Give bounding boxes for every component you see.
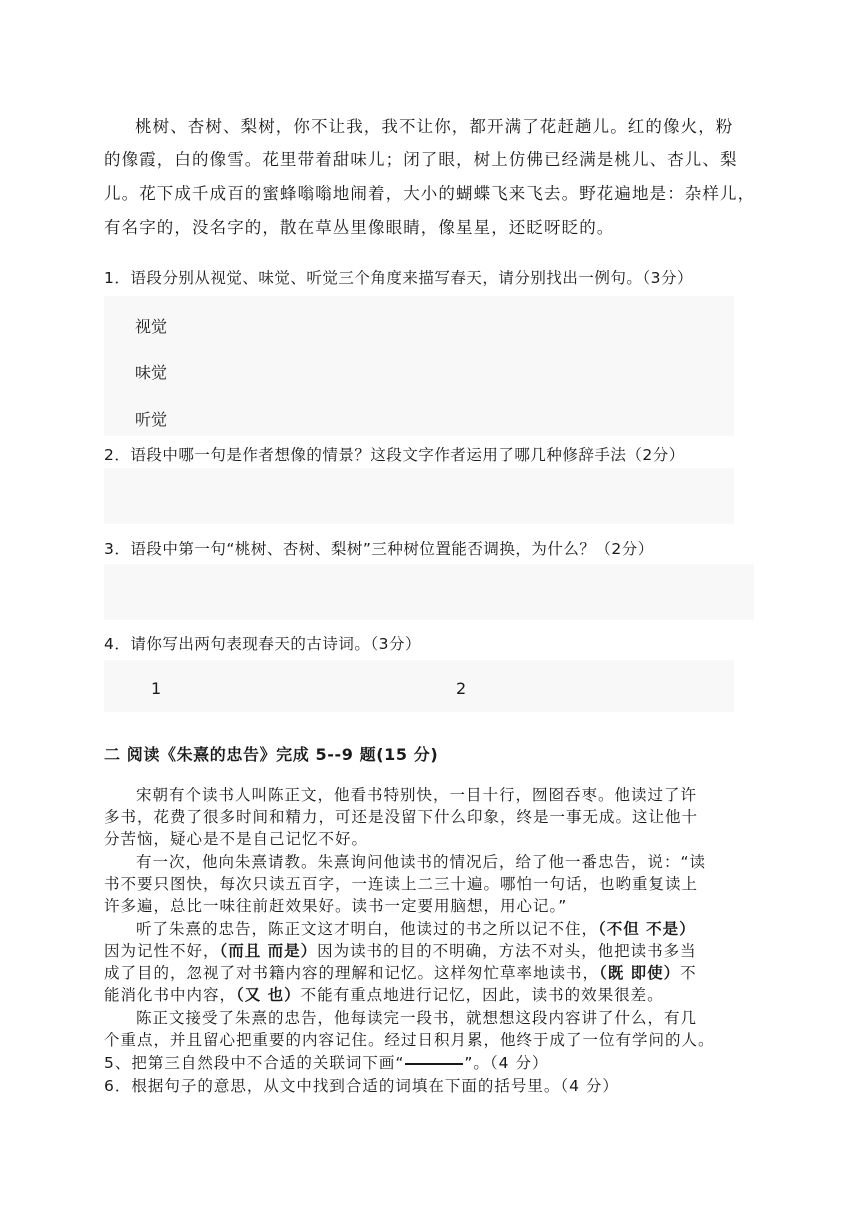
para3-line-2	[104, 940, 697, 962]
para2-line-3: 许多遍，总比一味往前赶效果好。读书一定要用脑想，用心记。”	[104, 897, 568, 915]
conjunction-choice-3: （既 即使）	[599, 964, 681, 982]
para1-line-3: 分苦恼，疑心是不是自己记忆不好。	[104, 830, 369, 848]
q4-number-2: 2	[456, 679, 467, 698]
section-2-title: 二 阅读《朱熹的忠告》完成 5--9 题(15 分)	[104, 745, 439, 764]
para3-line-1	[136, 918, 696, 940]
para3-text: 不能有重点地进行记忆，因此，读书的效果很差。	[300, 986, 664, 1004]
para1-line-2: 多书，花费了很多时间和精力，可还是没留下什么印象，终是一事无成。这让他十	[104, 808, 699, 826]
answer-area-4	[104, 660, 734, 712]
q5-text: 5、把第三自然段中不合适的关联词下画“	[104, 1054, 405, 1072]
para2-line-2: 书不要只图快，每次只读五百字，一连读上二三十遍。哪怕一句话，也哟重复读上	[104, 875, 699, 893]
conjunction-choice-4: （又 也）	[236, 986, 301, 1004]
question-5	[104, 1052, 548, 1074]
q1-taste-label: 味觉	[135, 363, 168, 382]
q4-number-1: 1	[151, 679, 162, 698]
answer-area-3	[104, 564, 754, 620]
question-2: 2．语段中哪一句是作者想像的情景？这段文字作者运用了哪几种修辞手法（2分）	[104, 446, 685, 464]
question-1: 1．语段分别从视觉、味觉、听觉三个角度来描写春天，请分别找出一例句。（3分）	[104, 269, 693, 287]
para3-text: 因为记性不好，	[104, 942, 220, 960]
para3-text: 不	[680, 964, 697, 982]
question-6: 6．根据句子的意思，从文中找到合适的词填在下面的括号里。（4 分）	[104, 1077, 619, 1095]
q1-hearing-label: 听觉	[135, 410, 168, 429]
passage1-line-2: 的像霞，白的像雪。花里带着甜味儿；闭了眼，树上仿佛已经满是桃儿、杏儿、梨	[104, 150, 738, 169]
question-4: 4．请你写出两句表现春天的古诗词。（3分）	[104, 635, 421, 653]
para3-text: 因为读书的目的不明确，方法不对头，他把读书多当	[317, 942, 697, 960]
para3-text: 成了目的，忽视了对书籍内容的理解和记忆。这样匆忙草率地读书，	[104, 964, 600, 982]
q1-visual-label: 视觉	[135, 317, 168, 336]
conjunction-choice-1: （不但 不是）	[598, 920, 696, 938]
answer-area-2	[104, 468, 734, 524]
q5-points: ”。（4 分）	[464, 1054, 549, 1072]
question-3: 3．语段中第一句“桃树、杏树、梨树”三种树位置能否调换，为什么？（2分）	[104, 540, 654, 558]
para3-line-3	[104, 962, 697, 984]
passage1-line-1: 桃树、杏树、梨树，你不让我，我不让你，都开满了花赶趟儿。红的像火，粉	[135, 117, 734, 136]
answer-area-1	[104, 296, 734, 436]
underline-sample	[405, 1063, 463, 1065]
para4-line-2: 个重点，并且留心把重要的内容记住。经过日积月累，他终于成了一位有学问的人。	[104, 1031, 715, 1049]
conjunction-choice-2: （而且 而是）	[219, 942, 318, 960]
para3-text: 听了朱熹的忠告，陈正文这才明白，他读过的书之所以记不住，	[136, 920, 599, 938]
para1-line-1: 宋朝有个读书人叫陈正文，他看书特别快，一目十行，囫囵吞枣。他读过了许	[136, 786, 698, 804]
para3-line-4	[104, 984, 664, 1006]
para2-line-1: 有一次，他向朱熹请教。朱熹询问他读书的情况后，给了他一番忠告，说：“读	[136, 853, 707, 871]
passage1-line-4: 有名字的，没名字的，散在草丛里像眼睛，像星星，还眨呀眨的。	[104, 218, 615, 237]
para4-line-1: 陈正文接受了朱熹的忠告，他每读完一段书，就想想这段内容讲了什么，有几	[136, 1009, 698, 1027]
para3-text: 能消化书中内容，	[104, 986, 237, 1004]
passage1-line-3: 儿。花下成千成百的蜜蜂嗡嗡地闹着，大小的蝴蝶飞来飞去。野花遍地是：杂样儿，	[104, 184, 756, 203]
